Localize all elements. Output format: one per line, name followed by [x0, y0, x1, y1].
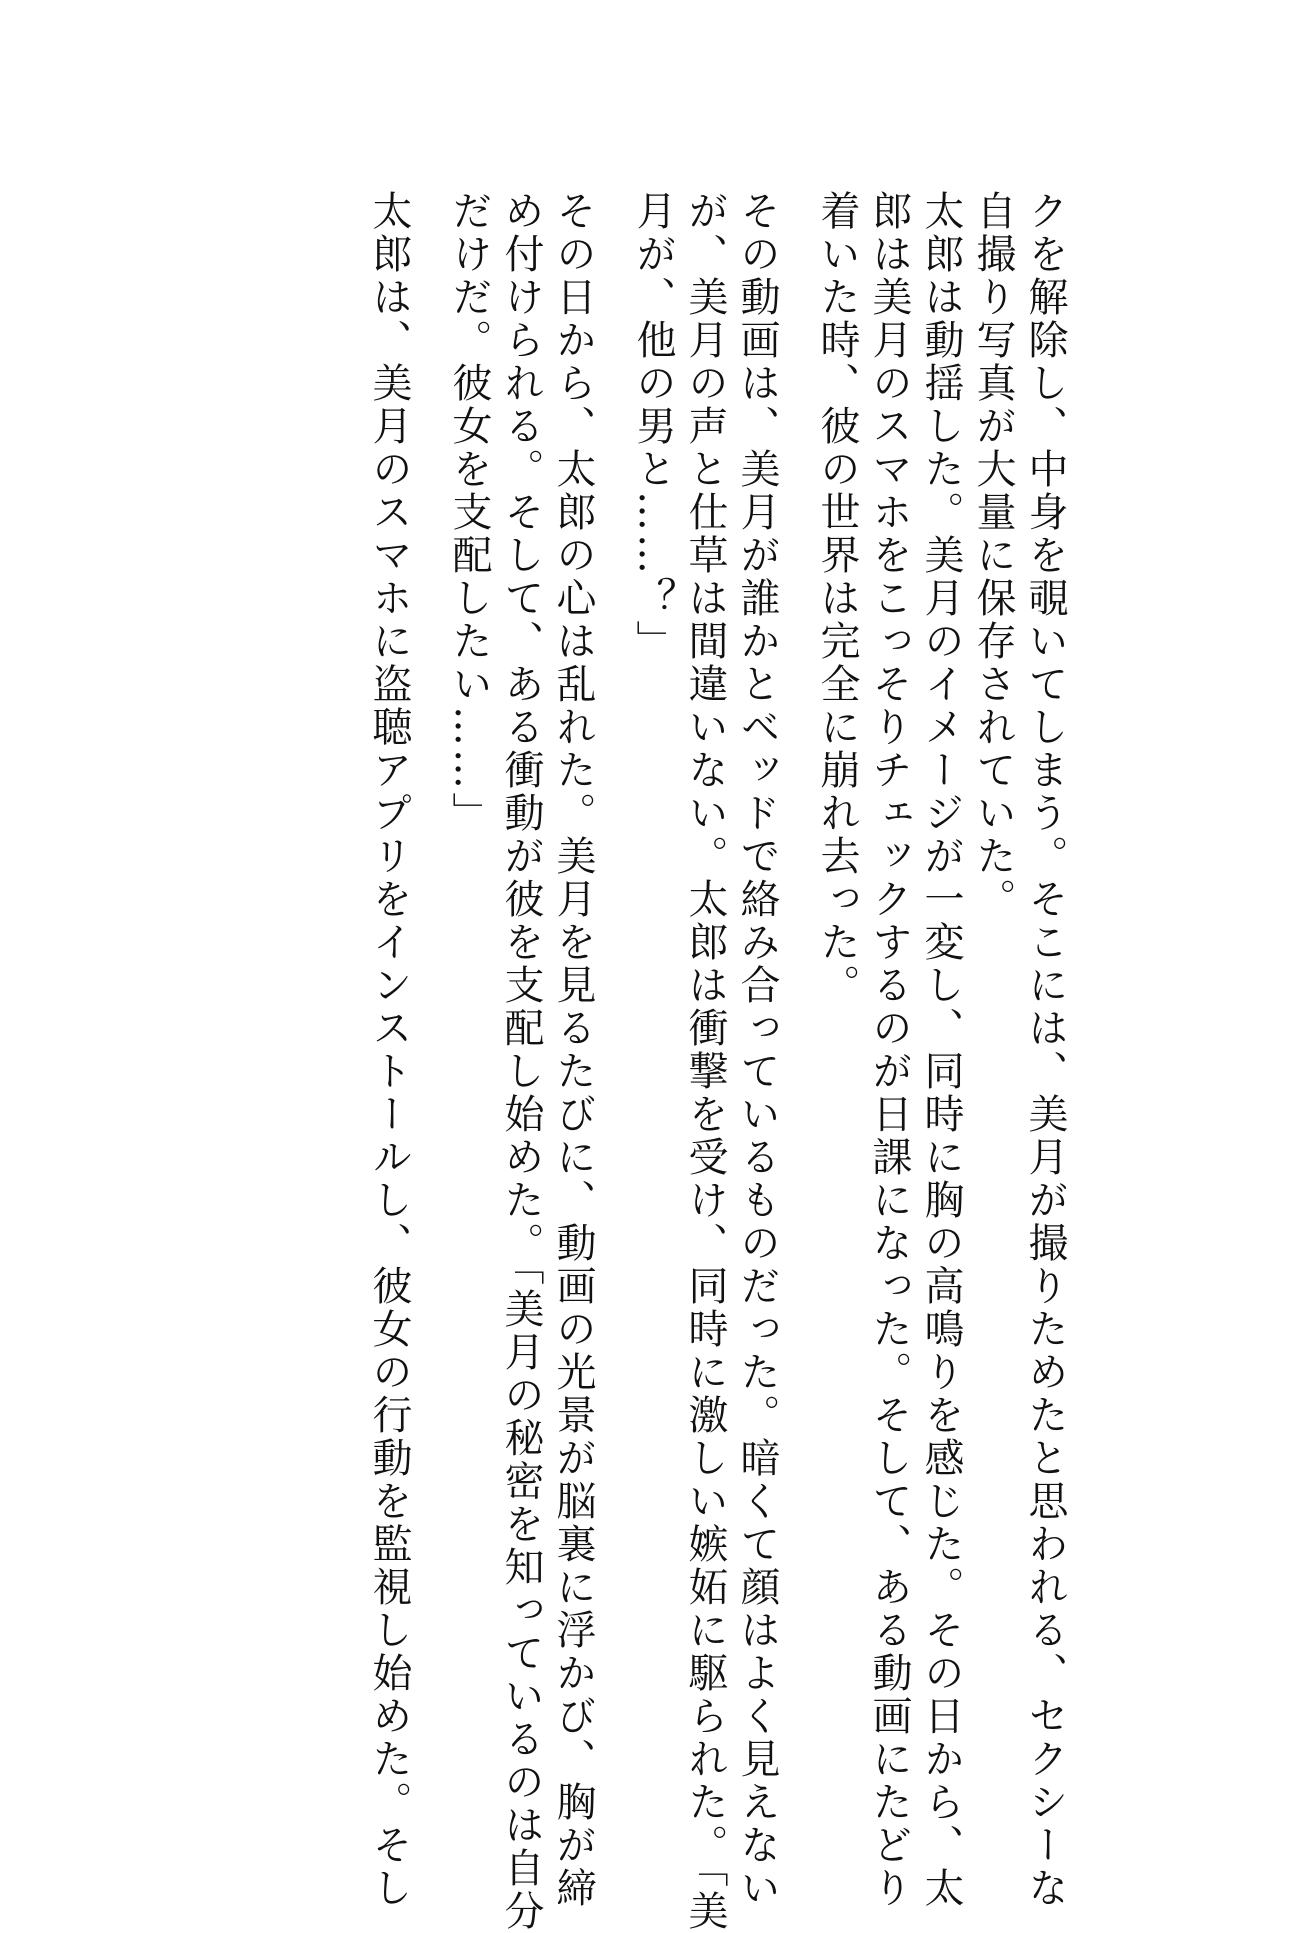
paragraph-3 — [627, 190, 783, 1933]
text-line: 郎は美月のスマホをこっそりチェックするのが日課になった。そして、ある動画にたどり — [866, 190, 912, 1910]
text-line: クを解除し、中身を覗いてしまう。そこには、美月が撮りためたと思われる、セクシーな — [1022, 190, 1068, 1910]
paragraph-4 — [443, 190, 599, 1933]
text-line: その日から、太郎の心は乱れた。美月を見るたびに、動画の光景が脳裏に浮かび、胸が締 — [550, 190, 596, 1910]
text-line: め付けられる。そして、ある衝動が彼を支配し始めた。「美月の秘密を知っているのは自分 — [498, 190, 544, 1933]
paragraph-2 — [811, 190, 967, 1910]
text-line: 太郎は、美月のスマホに盗聴アプリをインストールし、彼女の行動を監視し始めた。そし — [366, 190, 412, 1910]
vertical-text-body — [335, 190, 1071, 1933]
text-line: が、美月の声と仕草は間違いない。太郎は衝撃を受け、同時に激しい嫉妬に駆られた。「美 — [682, 190, 728, 1933]
paragraph-1 — [967, 190, 1071, 1910]
text-line: 着いた時、彼の世界は完全に崩れ去った。 — [814, 190, 860, 1007]
text-line: 自撮り写真が大量に保存されていた。 — [970, 190, 1016, 921]
text-line: 太郎は動揺した。美月のイメージが一変し、同時に胸の高鳴りを感じた。その日から、太 — [918, 190, 964, 1910]
paragraph-5 — [363, 190, 415, 1910]
text-line: だけだ。彼女を支配したい……」 — [446, 190, 492, 835]
text-line: 月が、他の男と……？」 — [630, 190, 676, 663]
text-line: その動画は、美月が誰かとベッドで絡み合っているものだった。暗くて顔はよく見えない — [734, 190, 780, 1910]
